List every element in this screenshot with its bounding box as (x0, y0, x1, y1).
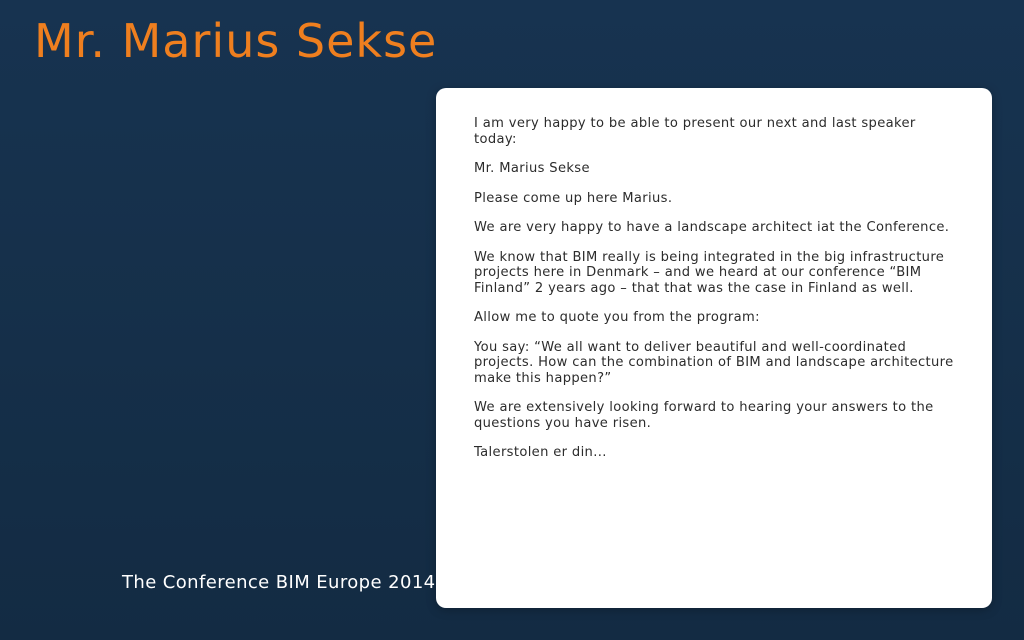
note-paragraph: We are extensively looking forward to hearing your answers to the questions you have risen. (474, 400, 934, 431)
note-paragraph: Talerstolen er din... (474, 445, 607, 460)
note-paragraph: Please come up here Marius. (474, 190, 673, 206)
note-paragraph: Allow me to quote you from the program: (474, 310, 760, 325)
speaker-notes-card (436, 88, 992, 608)
note-paragraph: Mr. Marius Sekse (474, 161, 590, 176)
slide-footer: The Conference BIM Europe 2014 (122, 572, 436, 593)
note-paragraph: I am very happy to be able to present our next and last speaker today: (474, 116, 916, 147)
note-paragraph: We know that BIM really is being integrated in the big infrastructure projects here in Denmark – and we heard at our conference “BIM Finland” 2 years ago – that that was the case in Finland as well. (474, 249, 945, 296)
page-title: Mr. Marius Sekse (34, 14, 438, 68)
speaker-notes-body (474, 116, 958, 461)
note-paragraph: We are very happy to have a landscape architect iat the Conference. (474, 220, 950, 235)
note-paragraph: You say: “We all want to deliver beautiful and well-coordinated projects. How can the combination of BIM and landscape architecture make this happen?” (474, 339, 954, 386)
